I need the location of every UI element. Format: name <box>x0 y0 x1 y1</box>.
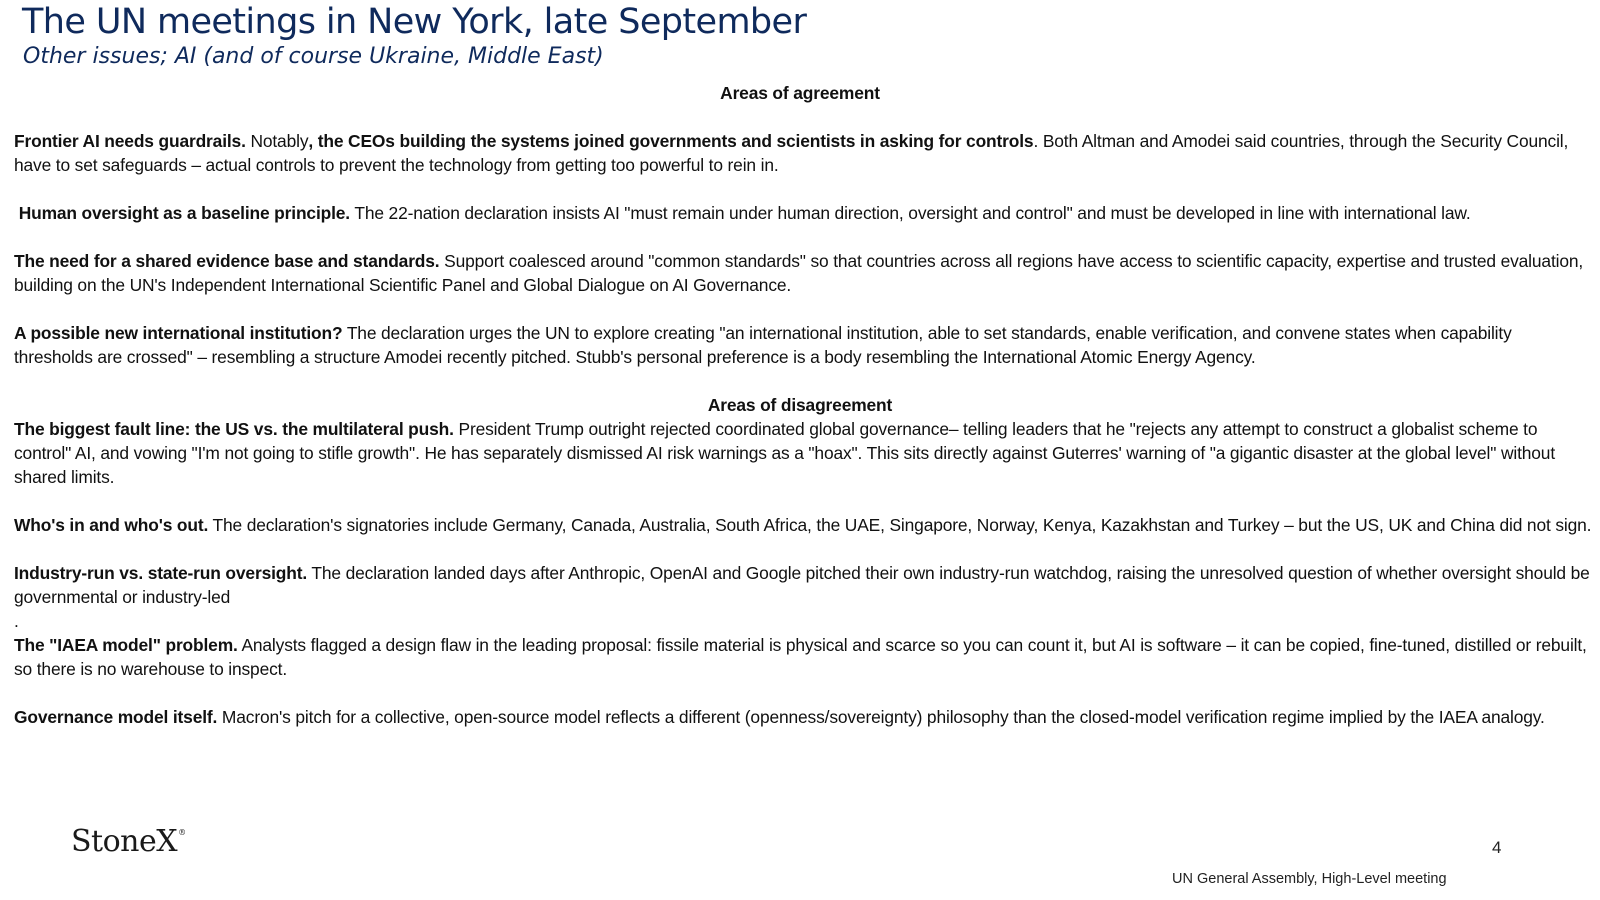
disagreement-item-governance-model <box>14 705 1594 729</box>
disagreement-item-oversight <box>14 561 1594 609</box>
item-lead: Industry-run vs. state-run oversight. <box>14 563 308 583</box>
item-text: Support coalesced around "common standards" so that countries across all regions have access to scientific capacity, expertise and trusted evaluation, building on the UN's Independent International Scientific Panel and Global Dialogue on AI Governance. <box>14 251 1584 295</box>
spacer <box>14 489 1594 513</box>
item-lead: The "IAEA model" problem. <box>14 635 238 655</box>
item-lead: A possible new international institution? <box>14 323 343 343</box>
disagreement-item-signatories <box>14 513 1594 537</box>
page-number: 4 <box>1492 838 1502 857</box>
slide-subtitle: Other issues; AI (and of course Ukraine, Middle East) <box>23 44 604 69</box>
disagreement-item-iaea-model <box>14 633 1594 681</box>
item-lead: The biggest fault line: the US vs. the multilateral push. <box>14 419 454 439</box>
logo-wordmark: StoneX <box>71 824 178 859</box>
item-text: The 22-nation declaration insists AI "must remain under human direction, oversight and control" and must be developed in line with international law. <box>349 203 1471 223</box>
stonex-logo <box>71 824 186 859</box>
item-text: . Both Altman and Amodei said countries, through the Security Council, have to set safeguards – actual controls to prevent the technology from getting too powerful to rein in. <box>14 131 1569 175</box>
disagreement-heading: Areas of disagreement <box>707 395 893 415</box>
spacer <box>14 225 1594 249</box>
disagreement-item-fault-line <box>14 417 1594 489</box>
spacer <box>14 297 1594 321</box>
item-text: Macron's pitch for a collective, open-source model reflects a different (openness/sovereignty) philosophy than the closed-model verification regime implied by the IAEA analogy. <box>217 707 1545 727</box>
item-lead: Human oversight as a baseline principle. <box>18 203 350 223</box>
spacer <box>14 105 1594 129</box>
slide-body <box>14 81 1594 729</box>
slide-title: The UN meetings in New York, late September <box>22 2 807 42</box>
stray-dot: . <box>14 611 19 631</box>
item-text: The declaration's signatories include Germany, Canada, Australia, South Africa, the UAE, Singapore, Norway, Kenya, Kazakhstan and Turkey – but the US, UK and China did not sign. <box>208 515 1592 535</box>
item-text: Notably <box>245 131 309 151</box>
item-lead: Governance model itself. <box>14 707 218 727</box>
spacer <box>14 177 1594 201</box>
agreement-heading: Areas of agreement <box>720 83 880 103</box>
spacer <box>14 369 1594 393</box>
agreement-item-human-oversight <box>14 201 1594 225</box>
spacer <box>14 681 1594 705</box>
agreement-item-institution <box>14 321 1594 369</box>
registered-mark: ® <box>178 828 186 837</box>
item-text: The declaration landed days after Anthropic, OpenAI and Google pitched their own industry-run watchdog, raising the unresolved question of whether oversight should be governmental or industry-led <box>14 563 1590 607</box>
item-text: The declaration urges the UN to explore creating "an international institution, able to set standards, enable verification, and convene states when capability thresholds are crossed" – resembling a structure Amodei recently pitched. Stubb's personal preference is a body resembling the International Atomic Energy Agency. <box>14 323 1512 367</box>
agreement-item-standards <box>14 249 1594 297</box>
item-text: President Trump outright rejected coordinated global governance– telling leaders that he "rejects any attempt to construct a globalist scheme to control" AI, and vowing "I'm not going to stifle growth". He has separately dismissed AI risk warnings as a "hoax". This sits directly against Guterres' warning of "a gigantic disaster at the global level" without shared limits. <box>14 419 1555 487</box>
footer-caption: UN General Assembly, High-Level meeting <box>1172 871 1447 887</box>
item-lead: Frontier AI needs guardrails. <box>14 131 246 151</box>
item-text: Analysts flagged a design flaw in the leading proposal: fissile material is physical and scarce so you can count it, but AI is software – it can be copied, fine-tuned, distilled or rebuilt, so there is no warehouse to inspect. <box>14 635 1587 679</box>
item-emphasis: , the CEOs building the systems joined governments and scientists in asking for controls <box>308 131 1034 151</box>
agreement-item-guardrails <box>14 129 1594 177</box>
item-lead: Who's in and who's out. <box>14 515 209 535</box>
item-lead: The need for a shared evidence base and standards. <box>14 251 440 271</box>
spacer <box>14 537 1594 561</box>
